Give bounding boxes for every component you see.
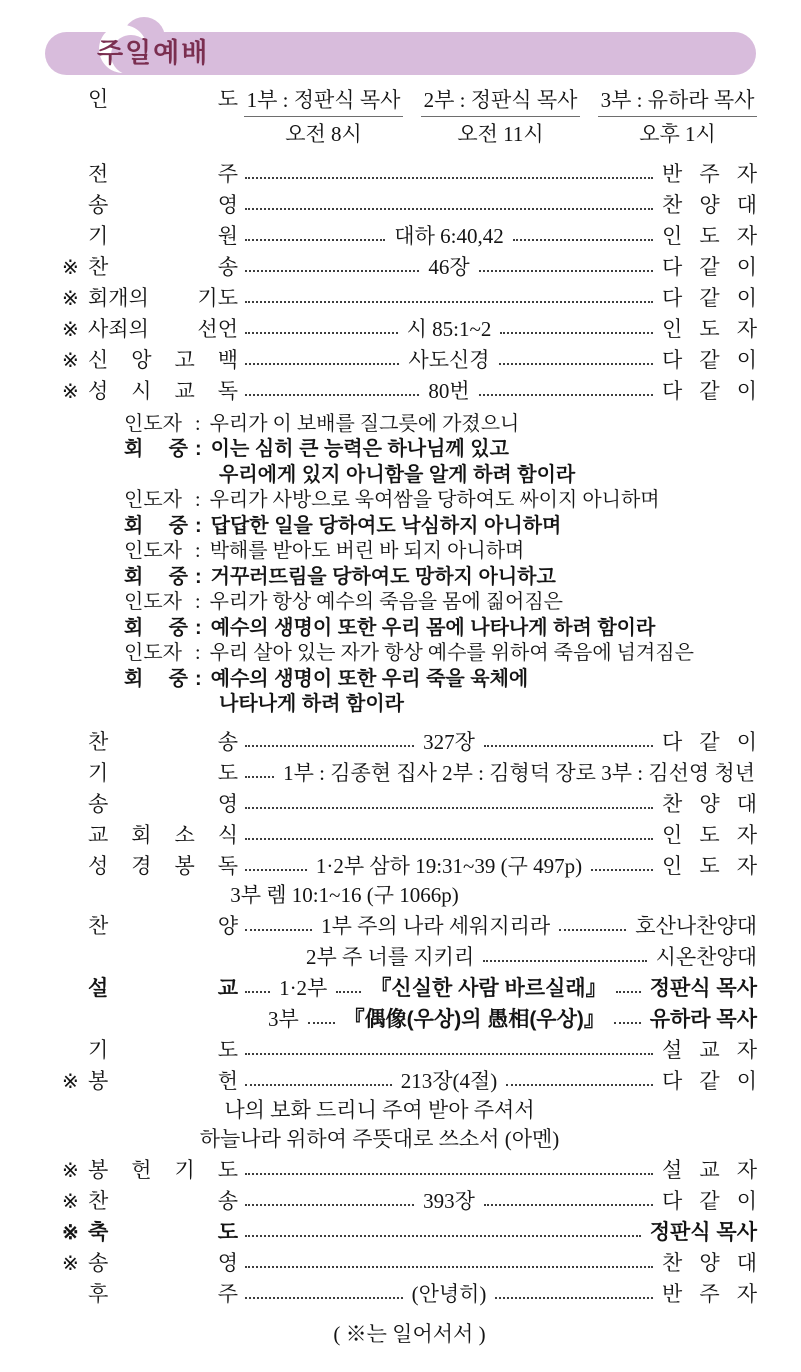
standing-mark: ※ (62, 350, 79, 373)
program-row (62, 847, 757, 878)
program-row (62, 907, 757, 938)
standing-mark: ※ (62, 257, 79, 280)
speaker-colon: : (195, 642, 201, 665)
service-column (598, 88, 757, 146)
program-list (62, 155, 757, 1306)
item-center-text: (안녕히) (411, 1282, 487, 1307)
dot-leader (616, 991, 641, 993)
standing-mark: ※ (62, 1071, 79, 1094)
bulletin-body (0, 88, 801, 1348)
dot-leader (495, 1297, 653, 1299)
item-right-text: 설 교 자 (662, 1158, 757, 1183)
program-row (62, 1182, 757, 1213)
item-right-text: 반 주 자 (662, 1282, 758, 1307)
reading-speaker: 인도자 (124, 642, 182, 665)
program-row (62, 969, 757, 1000)
item-right-text: 다 같 이 (662, 730, 758, 755)
item-center-text: 1부 : 김종현 집사 2부 : 김형덕 장로 3부 : 김선영 청년 (283, 761, 755, 786)
speaker-colon: : (195, 540, 201, 563)
speaker-colon: : (195, 438, 202, 461)
item-label: 기 도 (88, 761, 238, 786)
reading-line (124, 563, 757, 589)
reading-speaker: 회 중 (124, 514, 188, 537)
standing-mark: ※ (62, 319, 79, 342)
reading-line (124, 461, 757, 487)
leader-row (62, 88, 757, 146)
program-row (62, 754, 757, 785)
item-right-text: 다 같 이 (662, 1189, 758, 1214)
program-row (62, 785, 757, 816)
item-label: 찬 송 (88, 1189, 238, 1214)
item-label: 송 영 (88, 1251, 238, 1276)
reading-text: 우리가 항상 예수의 죽음을 몸에 짊어짐은 (209, 591, 564, 614)
dot-leader (513, 239, 653, 241)
reading-text: 예수의 생명이 또한 우리 몸에 나타나게 하려 함이라 (210, 616, 656, 639)
speaker-colon: : (195, 591, 201, 614)
item-label: 봉 헌 기 도 (88, 1158, 238, 1183)
dot-leader (245, 869, 307, 871)
reading-line (124, 512, 757, 538)
dot-leader (245, 991, 270, 993)
item-label: 교 회 소 식 (88, 823, 238, 848)
dot-leader (336, 991, 361, 993)
dot-leader (245, 1084, 392, 1086)
dot-leader (245, 363, 399, 365)
item-label: 송 영 (88, 792, 238, 817)
program-row (62, 186, 757, 217)
standing-mark: ※ (62, 1160, 79, 1183)
reading-speaker: 회 중 (124, 438, 188, 461)
item-center-text: 사도신경 (408, 348, 490, 373)
program-row (62, 1062, 757, 1093)
program-row (62, 816, 757, 847)
service-column (421, 88, 580, 146)
standing-note: ( ※는 일어서서 ) (333, 1322, 486, 1347)
dot-leader (484, 1204, 653, 1206)
item-label: 찬 양 (88, 914, 238, 939)
item-right-text: 찬 양 대 (662, 1251, 757, 1276)
dot-leader (483, 960, 646, 962)
item-label: 전 주 (88, 162, 238, 187)
item-center-text: 3부 (268, 1007, 299, 1032)
item-right-text: 다 같 이 (662, 1069, 757, 1094)
item-right-text: 다 같 이 (662, 348, 757, 373)
reading-speaker: 인도자 (124, 489, 182, 512)
item-center-text: 1부 주의 나라 세워지리라 (321, 914, 551, 939)
reading-text: 답답한 일을 당하여도 낙심하지 아니하며 (210, 514, 562, 537)
item-right-text: 인 도 자 (662, 224, 758, 249)
item-right-text: 다 같 이 (662, 379, 758, 404)
item-label: 사죄의 선언 (88, 317, 238, 342)
item-center-text: 1·2부 (279, 976, 328, 1001)
reading-text: 우리가 사방으로 욱여쌈을 당하여도 싸이지 아니하며 (209, 489, 660, 512)
item-right-text: 다 같 이 (662, 255, 758, 280)
standing-mark: ※ (62, 381, 79, 404)
reading-line (124, 487, 757, 513)
reading-line (124, 691, 757, 717)
program-row (62, 1213, 757, 1244)
leader-services (244, 88, 757, 146)
program-row (62, 1000, 757, 1031)
speaker-colon: : (195, 565, 202, 588)
item-label: 설 교 (88, 977, 238, 1001)
center-line (62, 1093, 697, 1122)
reading-speaker: 인도자 (124, 591, 182, 614)
item-right-text: 설 교 자 (662, 1038, 757, 1063)
item-center-text: 213장(4절) (400, 1069, 498, 1094)
item-right-text: 인 도 자 (662, 317, 758, 342)
item-right-text: 정판식 목사 (649, 977, 757, 1001)
program-row (62, 1244, 757, 1275)
dot-leader (245, 776, 274, 778)
standing-mark: ※ (62, 1253, 79, 1276)
reading-speaker: 회 중 (124, 616, 188, 639)
program-row (62, 248, 757, 279)
item-center-text: 46장 (428, 255, 470, 280)
item-label: 회개의 기도 (88, 286, 238, 311)
dot-leader (559, 929, 626, 931)
item-label: 성 시 교 독 (88, 379, 238, 404)
reading-text: 나타나게 하려 함이라 (219, 693, 404, 716)
center-line (62, 1122, 697, 1151)
dot-leader (245, 394, 419, 396)
item-center-text: 『偶像(우상)의 愚相(우상)』 (343, 1008, 605, 1032)
item-center-text: 시 85:1~2 (406, 317, 492, 342)
dot-leader (245, 177, 653, 179)
dot-leader (484, 745, 653, 747)
program-row (62, 1275, 757, 1306)
dot-leader (245, 1204, 414, 1206)
item-center-text: 327장 (423, 730, 475, 755)
reading-text: 예수의 생명이 또한 우리 죽을 육체에 (210, 667, 529, 690)
item-label: 신 앙 고 백 (88, 348, 238, 373)
service-time: 오전 8시 (285, 122, 362, 147)
item-right-text: 호산나찬양대 (635, 914, 758, 939)
reading-line (124, 665, 757, 691)
program-row (62, 217, 757, 248)
speaker-colon: : (195, 489, 201, 512)
standing-mark: ※ (62, 288, 79, 311)
program-row (62, 341, 757, 372)
item-center-text: 대하 6:40,42 (394, 224, 504, 249)
dot-leader (245, 807, 653, 809)
service-column (244, 88, 403, 146)
center-line (62, 878, 627, 907)
speaker-colon: : (195, 412, 201, 435)
reading-text: 이는 심히 큰 능력은 하나님께 있고 (210, 438, 509, 461)
center-text: 3부 렘 10:1~16 (구 1066p) (230, 883, 459, 908)
reading-line (124, 410, 757, 436)
service-leader-name: 2부 : 정판식 목사 (421, 88, 580, 117)
speaker-colon: : (195, 514, 202, 537)
item-label: 후 주 (88, 1282, 238, 1307)
standing-mark: ※ (62, 1191, 79, 1214)
item-right-text: 인 도 자 (662, 823, 757, 848)
dot-leader (245, 332, 398, 334)
reading-line (124, 640, 757, 666)
dot-leader (245, 1297, 403, 1299)
item-label: 봉 헌 (88, 1069, 238, 1094)
program-row (62, 155, 757, 186)
item-right-text: 정판식 목사 (649, 1221, 757, 1245)
service-leader-name: 3부 : 유하라 목사 (598, 88, 757, 117)
dot-leader (245, 239, 385, 241)
item-right-text: 시온찬양대 (655, 945, 757, 970)
dot-leader (614, 1022, 641, 1024)
program-row (62, 372, 757, 403)
dot-leader (245, 1235, 641, 1237)
item-label: 성 경 봉 독 (88, 854, 238, 879)
dot-leader (245, 208, 653, 210)
dot-leader (506, 1084, 653, 1086)
dot-leader (308, 1022, 335, 1024)
reading-line (124, 614, 757, 640)
reading-text: 우리에게 있지 아니함을 알게 하려 함이라 (219, 463, 576, 486)
dot-leader (591, 869, 653, 871)
dot-leader (500, 332, 653, 334)
reading-speaker: 회 중 (124, 667, 188, 690)
program-row (62, 310, 757, 341)
dot-leader (499, 363, 653, 365)
item-right-text: 인 도 자 (662, 854, 758, 879)
item-label: 축 도 (88, 1221, 238, 1245)
page-title: 주일예배 (97, 38, 210, 68)
dot-leader (245, 1053, 653, 1055)
reading-line (124, 436, 757, 462)
service-leader-name: 1부 : 정판식 목사 (244, 88, 403, 117)
item-label: 인 도 (88, 87, 238, 111)
dot-leader (479, 270, 653, 272)
speaker-colon: : (195, 667, 202, 690)
dot-leader (245, 838, 653, 840)
item-label: 송 영 (88, 193, 238, 218)
item-label: 기 도 (88, 1038, 238, 1063)
dot-leader (245, 270, 419, 272)
dot-leader (245, 1173, 653, 1175)
dot-leader (245, 1266, 653, 1268)
service-time: 오전 11시 (457, 122, 544, 147)
item-label: 찬 송 (88, 730, 238, 755)
reading-text: 우리 살아 있는 자가 항상 예수를 위하여 죽음에 넘겨짐은 (209, 642, 694, 665)
reading-speaker: 인도자 (124, 540, 182, 563)
dot-leader (245, 929, 312, 931)
item-center-text: 393장 (423, 1189, 475, 1214)
item-label: 찬 송 (88, 255, 238, 280)
dot-leader (245, 745, 414, 747)
item-right-text: 찬 양 대 (662, 193, 757, 218)
service-time: 오후 1시 (639, 122, 716, 147)
reading-text: 거꾸러뜨림을 당하여도 망하지 아니하고 (210, 565, 556, 588)
item-center-text: 2부 주 너를 지키리 (306, 945, 475, 970)
program-row (62, 1031, 757, 1062)
center-text: 하늘나라 위하여 주뜻대로 쓰소서 (아멘) (199, 1127, 560, 1152)
program-row (62, 1151, 757, 1182)
item-center-text: 80번 (428, 379, 470, 404)
standing-mark: ※ (62, 1222, 79, 1245)
dot-leader (479, 394, 653, 396)
dot-leader (245, 301, 653, 303)
reading-speaker: 인도자 (124, 412, 182, 435)
item-label: 기 원 (88, 224, 238, 249)
item-center-text: 1·2부 삼하 19:31~39 (구 497p) (315, 854, 583, 879)
program-row (62, 723, 757, 754)
item-right-text: 유하라 목사 (649, 1008, 757, 1032)
reading-text: 박해를 받아도 버린 바 되지 아니하며 (209, 540, 525, 563)
center-text: 나의 보화 드리니 주여 받아 주셔서 (224, 1098, 535, 1123)
reading-speaker: 회 중 (124, 565, 188, 588)
program-row (62, 938, 757, 969)
reading-text: 우리가 이 보배를 질그릇에 가졌으니 (209, 412, 520, 435)
section-banner (45, 32, 756, 75)
item-right-text: 다 같 이 (662, 286, 757, 311)
program-row (62, 279, 757, 310)
item-center-text: 『신실한 사람 바르실래』 (370, 977, 607, 1001)
item-right-text: 찬 양 대 (662, 792, 757, 817)
reading-line (124, 589, 757, 615)
item-right-text: 반 주 자 (662, 162, 757, 187)
reading-line (124, 538, 757, 564)
speaker-colon: : (195, 616, 202, 639)
